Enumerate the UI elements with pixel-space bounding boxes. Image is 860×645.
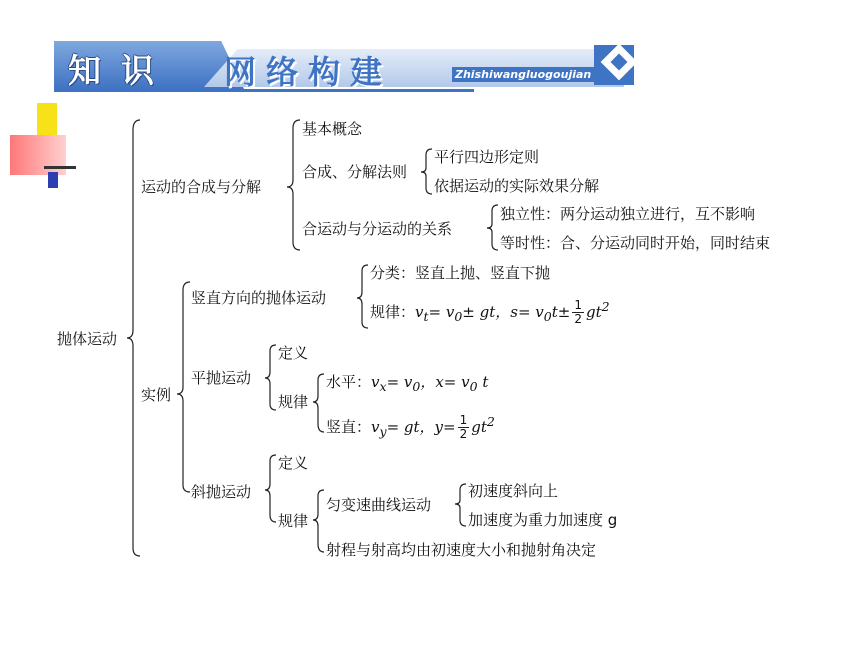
math-part: v xyxy=(371,418,380,436)
node-vertical: 竖直方向的抛体运动 xyxy=(191,289,327,307)
vertical-law-prefix: 规律： xyxy=(370,303,416,321)
math-part: t xyxy=(477,373,489,391)
math-part: t± xyxy=(551,303,571,321)
node-horizontal-law: 规律 xyxy=(278,393,309,411)
math-part: v xyxy=(371,373,380,391)
node-acceleration: 加速度为重力加速度 g xyxy=(468,511,618,529)
brace-vertical xyxy=(357,265,368,328)
banner-title-knowledge: 知识 xyxy=(68,51,174,90)
node-horizontal: 平抛运动 xyxy=(191,369,252,387)
brace-root xyxy=(127,120,140,556)
math-part: = gt，y= xyxy=(386,418,456,436)
banner-title-network: 网络构建 xyxy=(224,53,393,91)
node-horizontal-x xyxy=(326,373,488,396)
fraction-numerator: 1 xyxy=(574,298,582,312)
math-part: ± gt，s= v xyxy=(462,303,544,321)
brace-horizontal-law xyxy=(313,374,324,432)
math-sup: 2 xyxy=(601,299,610,314)
brace-horizontal xyxy=(265,345,276,410)
math-part: gt xyxy=(471,418,487,436)
node-horizontal-def: 定义 xyxy=(278,344,309,362)
node-simultaneity: 等时性：合、分运动同时开始，同时结束 xyxy=(500,234,771,252)
node-oblique: 斜抛运动 xyxy=(191,483,252,501)
fraction-numerator: 1 xyxy=(459,413,468,427)
node-actual-effect: 依据运动的实际效果分解 xyxy=(434,177,600,195)
brace-law xyxy=(421,149,432,194)
node-horizontal-y xyxy=(326,413,495,441)
tree-root: 抛体运动 xyxy=(57,330,118,348)
math-v: v xyxy=(415,303,424,321)
banner-pinyin: Zhishiwangluogoujian xyxy=(452,67,594,82)
math-sup: 2 xyxy=(486,414,495,429)
math-sub: 0 xyxy=(454,309,463,324)
horizontal-prefix: 水平： xyxy=(326,373,372,391)
fraction-half xyxy=(572,299,584,326)
math-sub: y xyxy=(379,424,387,439)
math-sub: 0 xyxy=(412,379,421,394)
node-range-height: 射程与射高均由初速度大小和抛射角决定 xyxy=(326,541,597,559)
node-independence: 独立性：两分运动独立进行，互不影响 xyxy=(500,205,756,223)
brace-oblique-law xyxy=(313,490,324,552)
brace-motion xyxy=(287,120,300,250)
math-part: = v xyxy=(386,373,413,391)
node-vertical-law xyxy=(370,298,610,326)
math-part: gt xyxy=(585,303,602,321)
node-oblique-law: 规律 xyxy=(278,512,309,530)
node-examples: 实例 xyxy=(141,386,172,404)
node-motion: 运动的合成与分解 xyxy=(141,178,262,196)
node-basic-concept: 基本概念 xyxy=(302,120,363,138)
node-oblique-def: 定义 xyxy=(278,454,309,472)
node-composition-law: 合成、分解法则 xyxy=(302,163,408,181)
math-sub: x xyxy=(379,379,387,394)
node-uniform-curve: 匀变速曲线运动 xyxy=(326,496,432,514)
brace-relation xyxy=(487,205,498,250)
fraction-half xyxy=(458,414,470,441)
fraction-denominator: 2 xyxy=(574,312,582,326)
node-vertical-class: 分类：竖直上抛、竖直下抛 xyxy=(370,264,551,282)
math-sub: t xyxy=(423,309,429,324)
math-part: ，x= v xyxy=(420,373,470,391)
node-parallelogram: 平行四边形定则 xyxy=(434,148,540,166)
math-part: = v xyxy=(428,303,455,321)
brace-examples xyxy=(177,282,190,492)
brace-oblique xyxy=(265,455,276,522)
vertical-prefix: 竖直： xyxy=(326,418,372,436)
node-initial-velocity: 初速度斜向上 xyxy=(468,482,559,500)
math-sub: 0 xyxy=(543,309,552,324)
node-relation: 合运动与分运动的关系 xyxy=(302,220,453,238)
fraction-denominator: 2 xyxy=(459,427,468,441)
brace-curve xyxy=(455,484,466,526)
math-sub: 0 xyxy=(469,379,478,394)
